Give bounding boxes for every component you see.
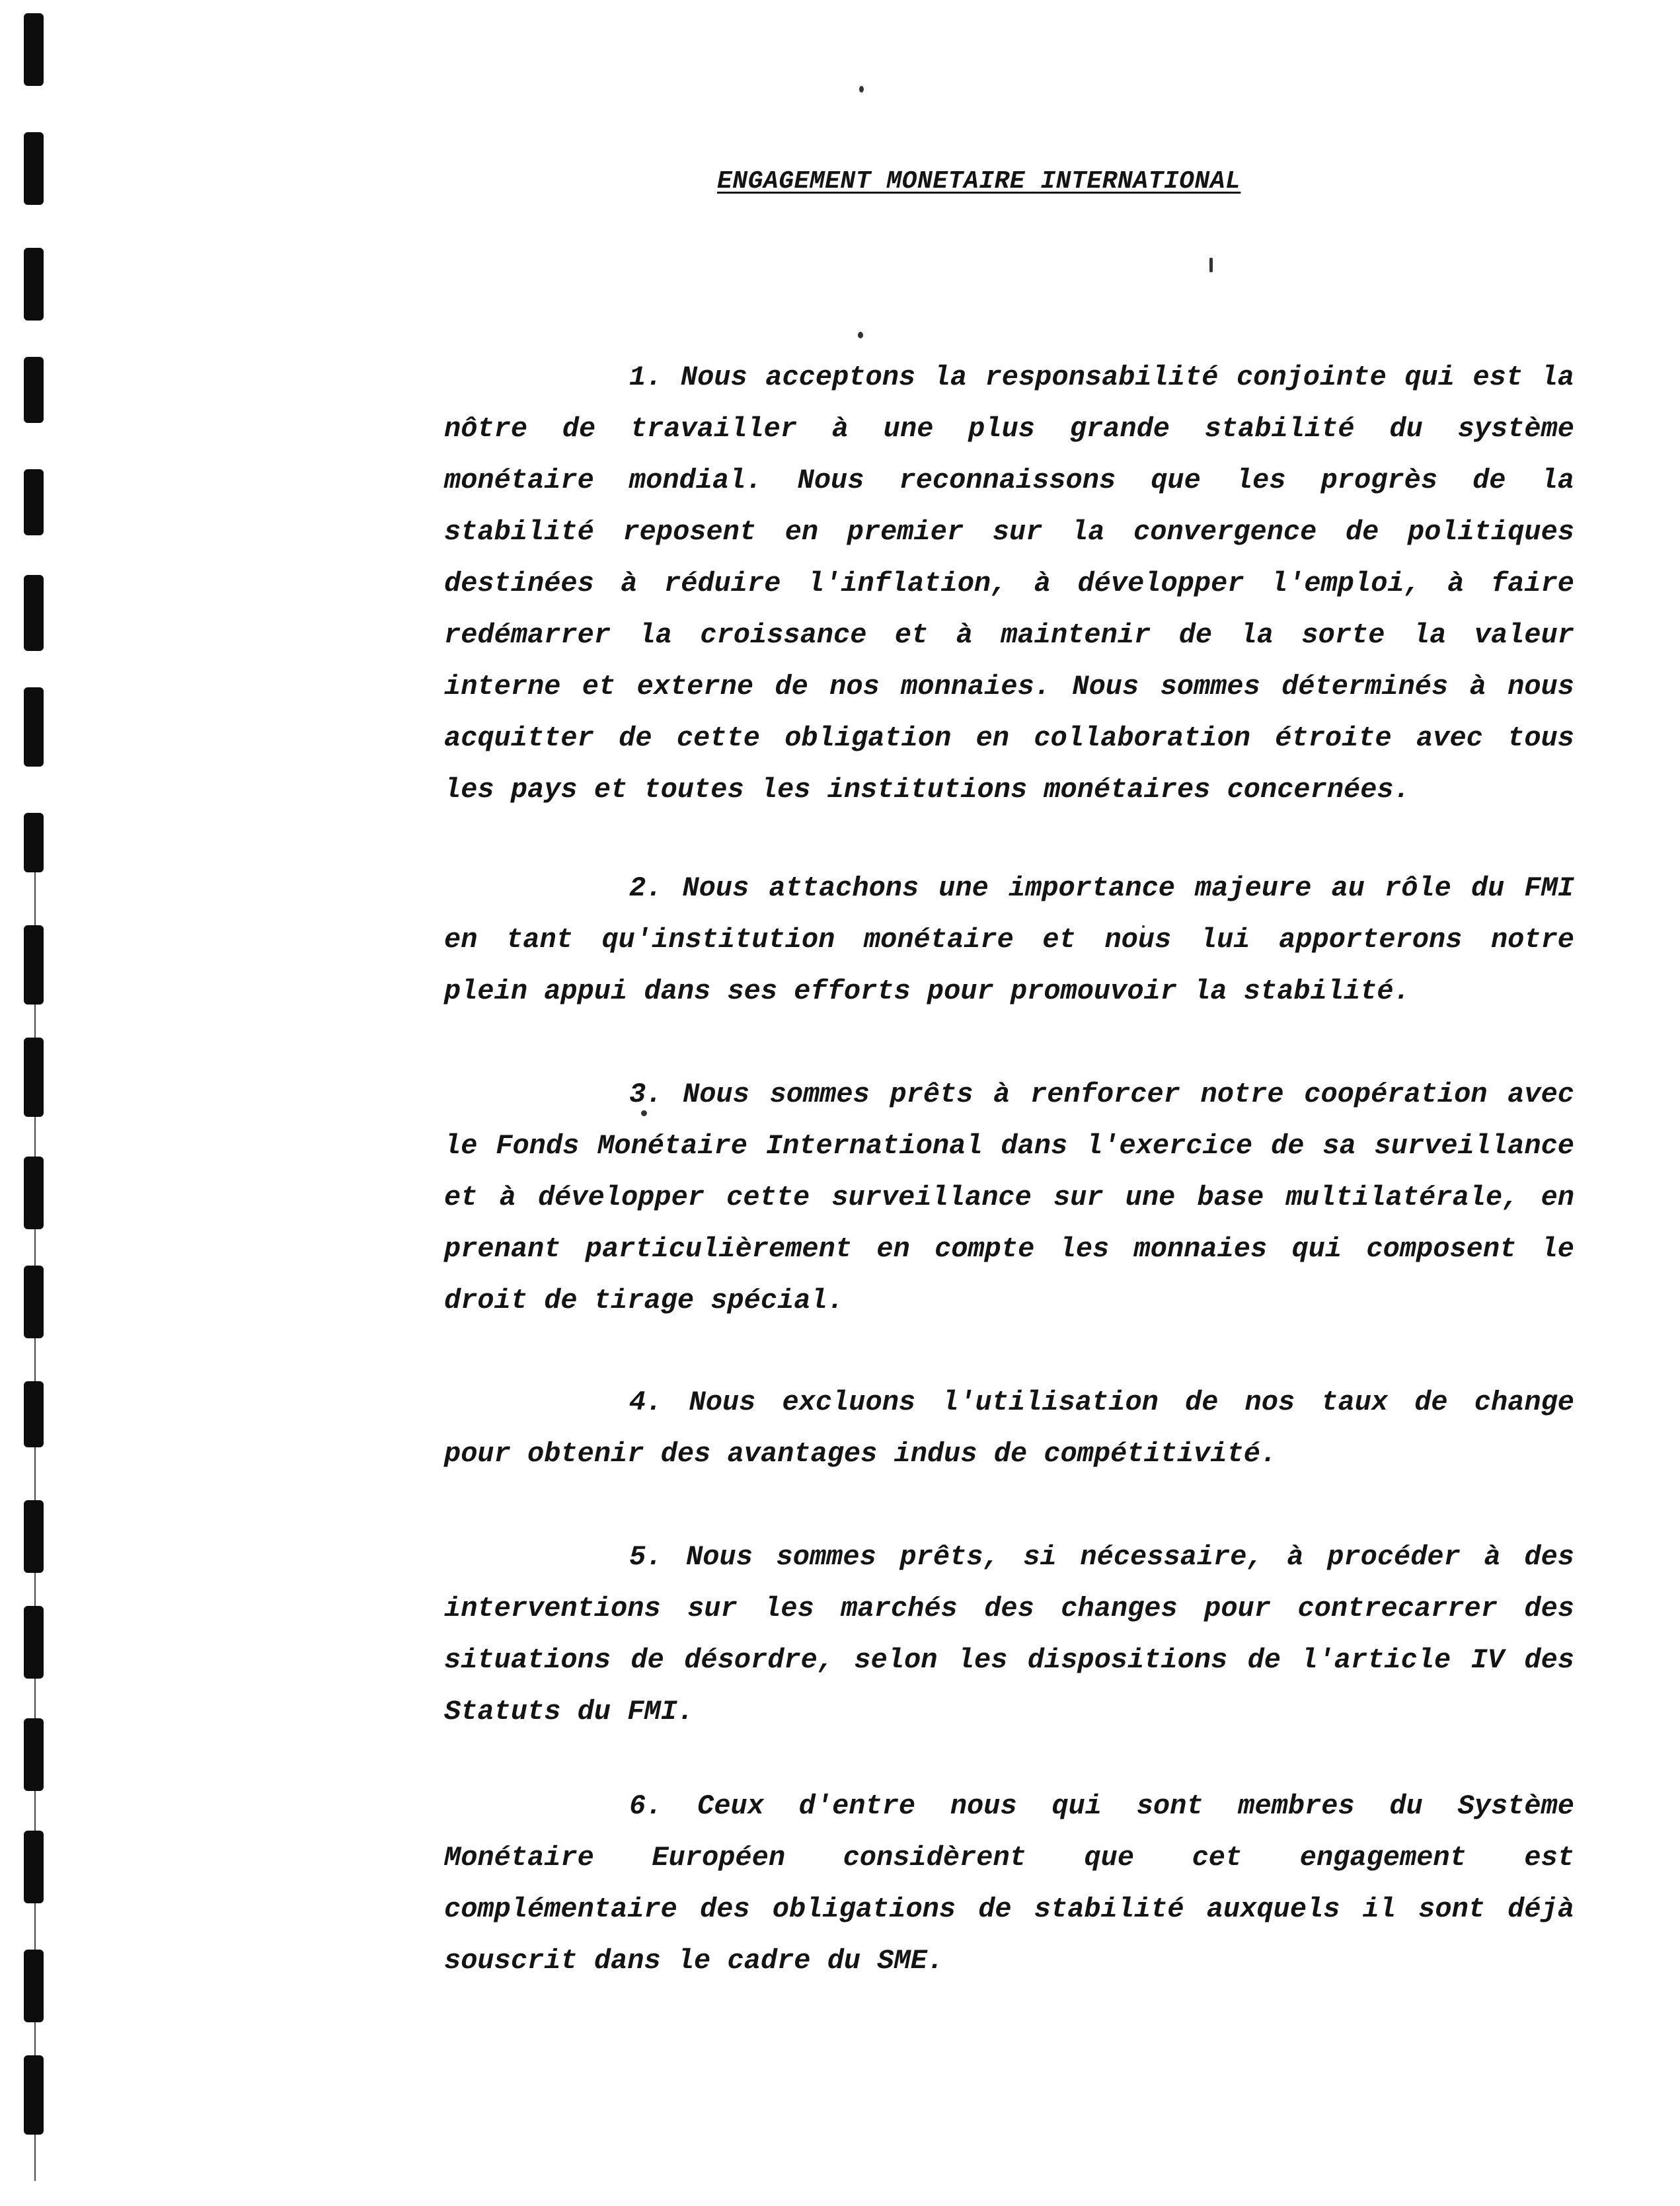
punch-hole xyxy=(24,248,44,321)
scan-speck xyxy=(858,332,863,338)
paragraph-1: 1. Nous acceptons la responsabilité conjointe qui est la nôtre de travailler à une plus grande stabilité du système monétaire mondial. Nous reconnaissons que les progrès de la stabilité reposent en premier sur la convergence de politiques destinées à réduire l'inflation, à développer l'emploi, à faire redémarrer la croissance et à maintenir de la sorte la valeur interne et externe de nos monnaies. Nous sommes déterminés à nous acquitter de cette obligation en collaboration étroite avec tous les pays et toutes les institutions monétaires concernées. xyxy=(444,361,1574,806)
punch-hole xyxy=(24,925,44,1005)
binding-strip xyxy=(0,0,53,2206)
punch-hole xyxy=(24,1157,44,1229)
scan-speck xyxy=(1209,258,1213,272)
punch-hole xyxy=(24,1831,44,1903)
punch-hole xyxy=(24,13,44,86)
paragraph-4: 4. Nous excluons l'utilisation de nos taux de change pour obtenir des avantages indus de compétitivité. xyxy=(444,1387,1574,1470)
punch-hole xyxy=(24,1381,44,1447)
punch-hole xyxy=(24,1038,44,1117)
punch-hole xyxy=(24,1606,44,1679)
punch-hole xyxy=(24,1718,44,1791)
paragraph-5: 5. Nous sommes prêts, si nécessaire, à procéder à des interventions sur les marchés des changes pour contrecarrer des situations de désordre, selon les dispositions de l'article IV des Statuts du FMI. xyxy=(444,1541,1574,1728)
paragraph-3: 3. Nous sommes prêts à renforcer notre coopération avec le Fonds Monétaire International dans l'exercice de sa surveillance et à développer cette surveillance sur une base multilatérale, en prenant particulièrement en compte les monnaies qui composent le droit de tirage spécial. xyxy=(444,1079,1574,1316)
punch-hole xyxy=(24,1266,44,1338)
paragraph-6: 6. Ceux d'entre nous qui sont membres du Système Monétaire Européen considèrent que cet engagement est complémentaire des obligations de stabilité auxquels il sont déjà souscrit dans le cadre du SME. xyxy=(444,1790,1574,1977)
document-title: ENGAGEMENT MONETAIRE INTERNATIONAL xyxy=(717,167,1241,196)
punch-hole xyxy=(24,687,44,767)
scan-speck xyxy=(859,86,864,93)
punch-hole xyxy=(24,813,44,872)
punch-hole xyxy=(24,575,44,651)
punch-hole xyxy=(24,132,44,205)
paragraph-2: 2. Nous attachons une importance majeure au rôle du FMI en tant qu'institution monétaire et nous lui apporterons notre plein appui dans ses efforts pour promouvoir la stabilité. xyxy=(444,872,1574,1007)
punch-hole xyxy=(24,469,44,535)
punch-hole xyxy=(24,1500,44,1573)
punch-hole xyxy=(24,2055,44,2135)
punch-hole xyxy=(24,1950,44,2022)
punch-hole xyxy=(24,357,44,423)
